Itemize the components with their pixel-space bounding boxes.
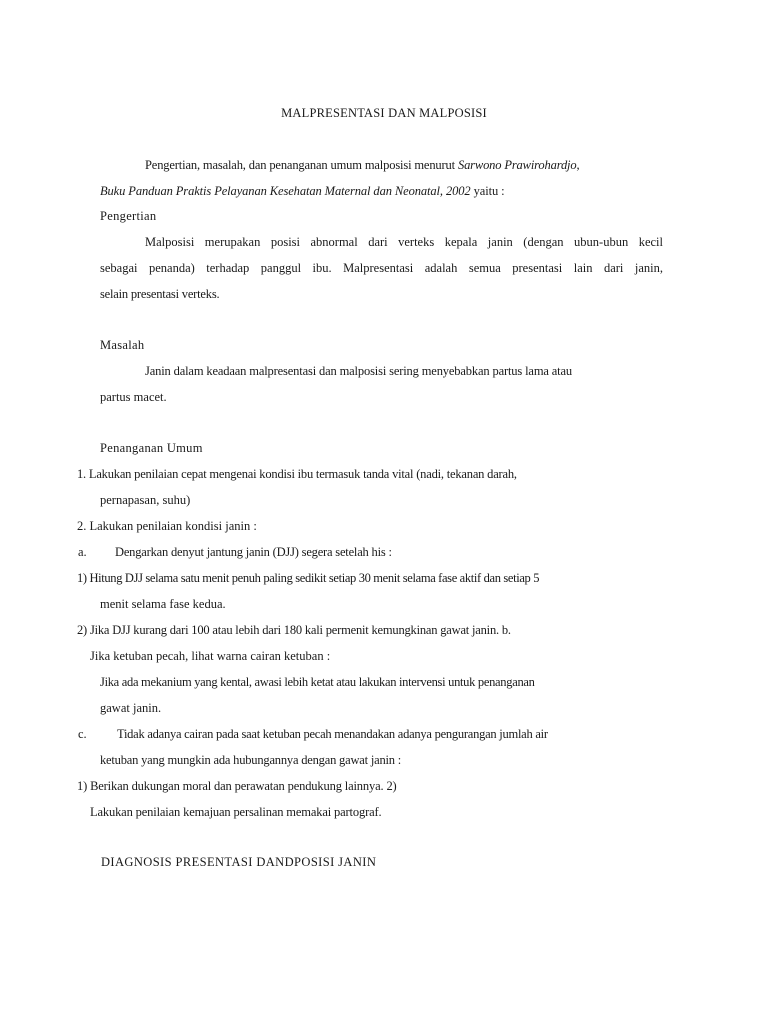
masalah-line-2: partus macet. — [100, 390, 167, 404]
list-marker-a: a. — [78, 545, 87, 559]
pengertian-line-1: Malposisi merupakan posisi abnormal dari verteks kepala janin (dengan ubun-ubun kecil — [145, 235, 663, 249]
intro-line-1 — [145, 157, 579, 173]
penanganan-line-11: Tidak adanya cairan pada saat ketuban pecah menandakan adanya pengurangan jumlah air — [117, 727, 548, 741]
penanganan-line-10: gawat janin. — [100, 701, 162, 715]
intro-line-2 — [100, 183, 505, 199]
penanganan-line-5: 1) Hitung DJJ selama satu menit penuh paling sedikit setiap 30 menit selama fase aktif dan setiap 5 — [77, 571, 540, 585]
intro-lead: Pengertian, masalah, dan penanganan umum malposisi menurut — [145, 158, 455, 172]
penanganan-line-1: 1. Lakukan penilaian cepat mengenai kondisi ibu termasuk tanda vital (nadi, tekanan darah, — [77, 467, 517, 481]
list-marker-c: c. — [78, 727, 87, 741]
heading-masalah: Masalah — [100, 338, 145, 352]
heading-pengertian: Pengertian — [100, 209, 157, 223]
intro-citation-author: Sarwono Prawirohardjo, — [457, 158, 580, 172]
intro-tail: yaitu : — [473, 184, 505, 198]
penanganan-line-14: Lakukan penilaian kemajuan persalinan memakai partograf. — [90, 805, 382, 819]
pengertian-line-2: sebagai penanda) terhadap panggul ibu. Malpresentasi adalah semua presentasi lain dari janin, — [100, 261, 663, 275]
penanganan-line-6: menit selama fase kedua. — [100, 597, 226, 611]
intro-citation-book: Buku Panduan Praktis Pelayanan Kesehatan Maternal dan Neonatal, 2002 — [100, 184, 471, 198]
penanganan-line-4: Dengarkan denyut jantung janin (DJJ) segera setelah his : — [115, 545, 392, 559]
pengertian-line-3: selain presentasi verteks. — [100, 287, 220, 301]
document-title: MALPRESENTASI DAN MALPOSISI — [281, 106, 487, 120]
penanganan-line-9: Jika ada mekanium yang kental, awasi lebih ketat atau lakukan intervensi untuk penanganan — [100, 675, 535, 689]
penanganan-line-7: 2) Jika DJJ kurang dari 100 atau lebih dari 180 kali permenit kemungkinan gawat janin. b. — [77, 623, 511, 637]
penanganan-line-12: ketuban yang mungkin ada hubungannya dengan gawat janin : — [100, 753, 402, 767]
penanganan-line-3: 2. Lakukan penilaian kondisi janin : — [77, 519, 257, 533]
heading-diagnosis: DIAGNOSIS PRESENTASI DANDPOSISI JANIN — [101, 855, 377, 869]
heading-penanganan-umum: Penanganan Umum — [100, 441, 203, 455]
penanganan-line-13: 1) Berikan dukungan moral dan perawatan pendukung lainnya. 2) — [77, 779, 397, 793]
penanganan-line-8: Jika ketuban pecah, lihat warna cairan ketuban : — [90, 649, 331, 663]
masalah-line-1: Janin dalam keadaan malpresentasi dan malposisi sering menyebabkan partus lama atau — [145, 364, 572, 378]
penanganan-line-2: pernapasan, suhu) — [100, 493, 191, 507]
